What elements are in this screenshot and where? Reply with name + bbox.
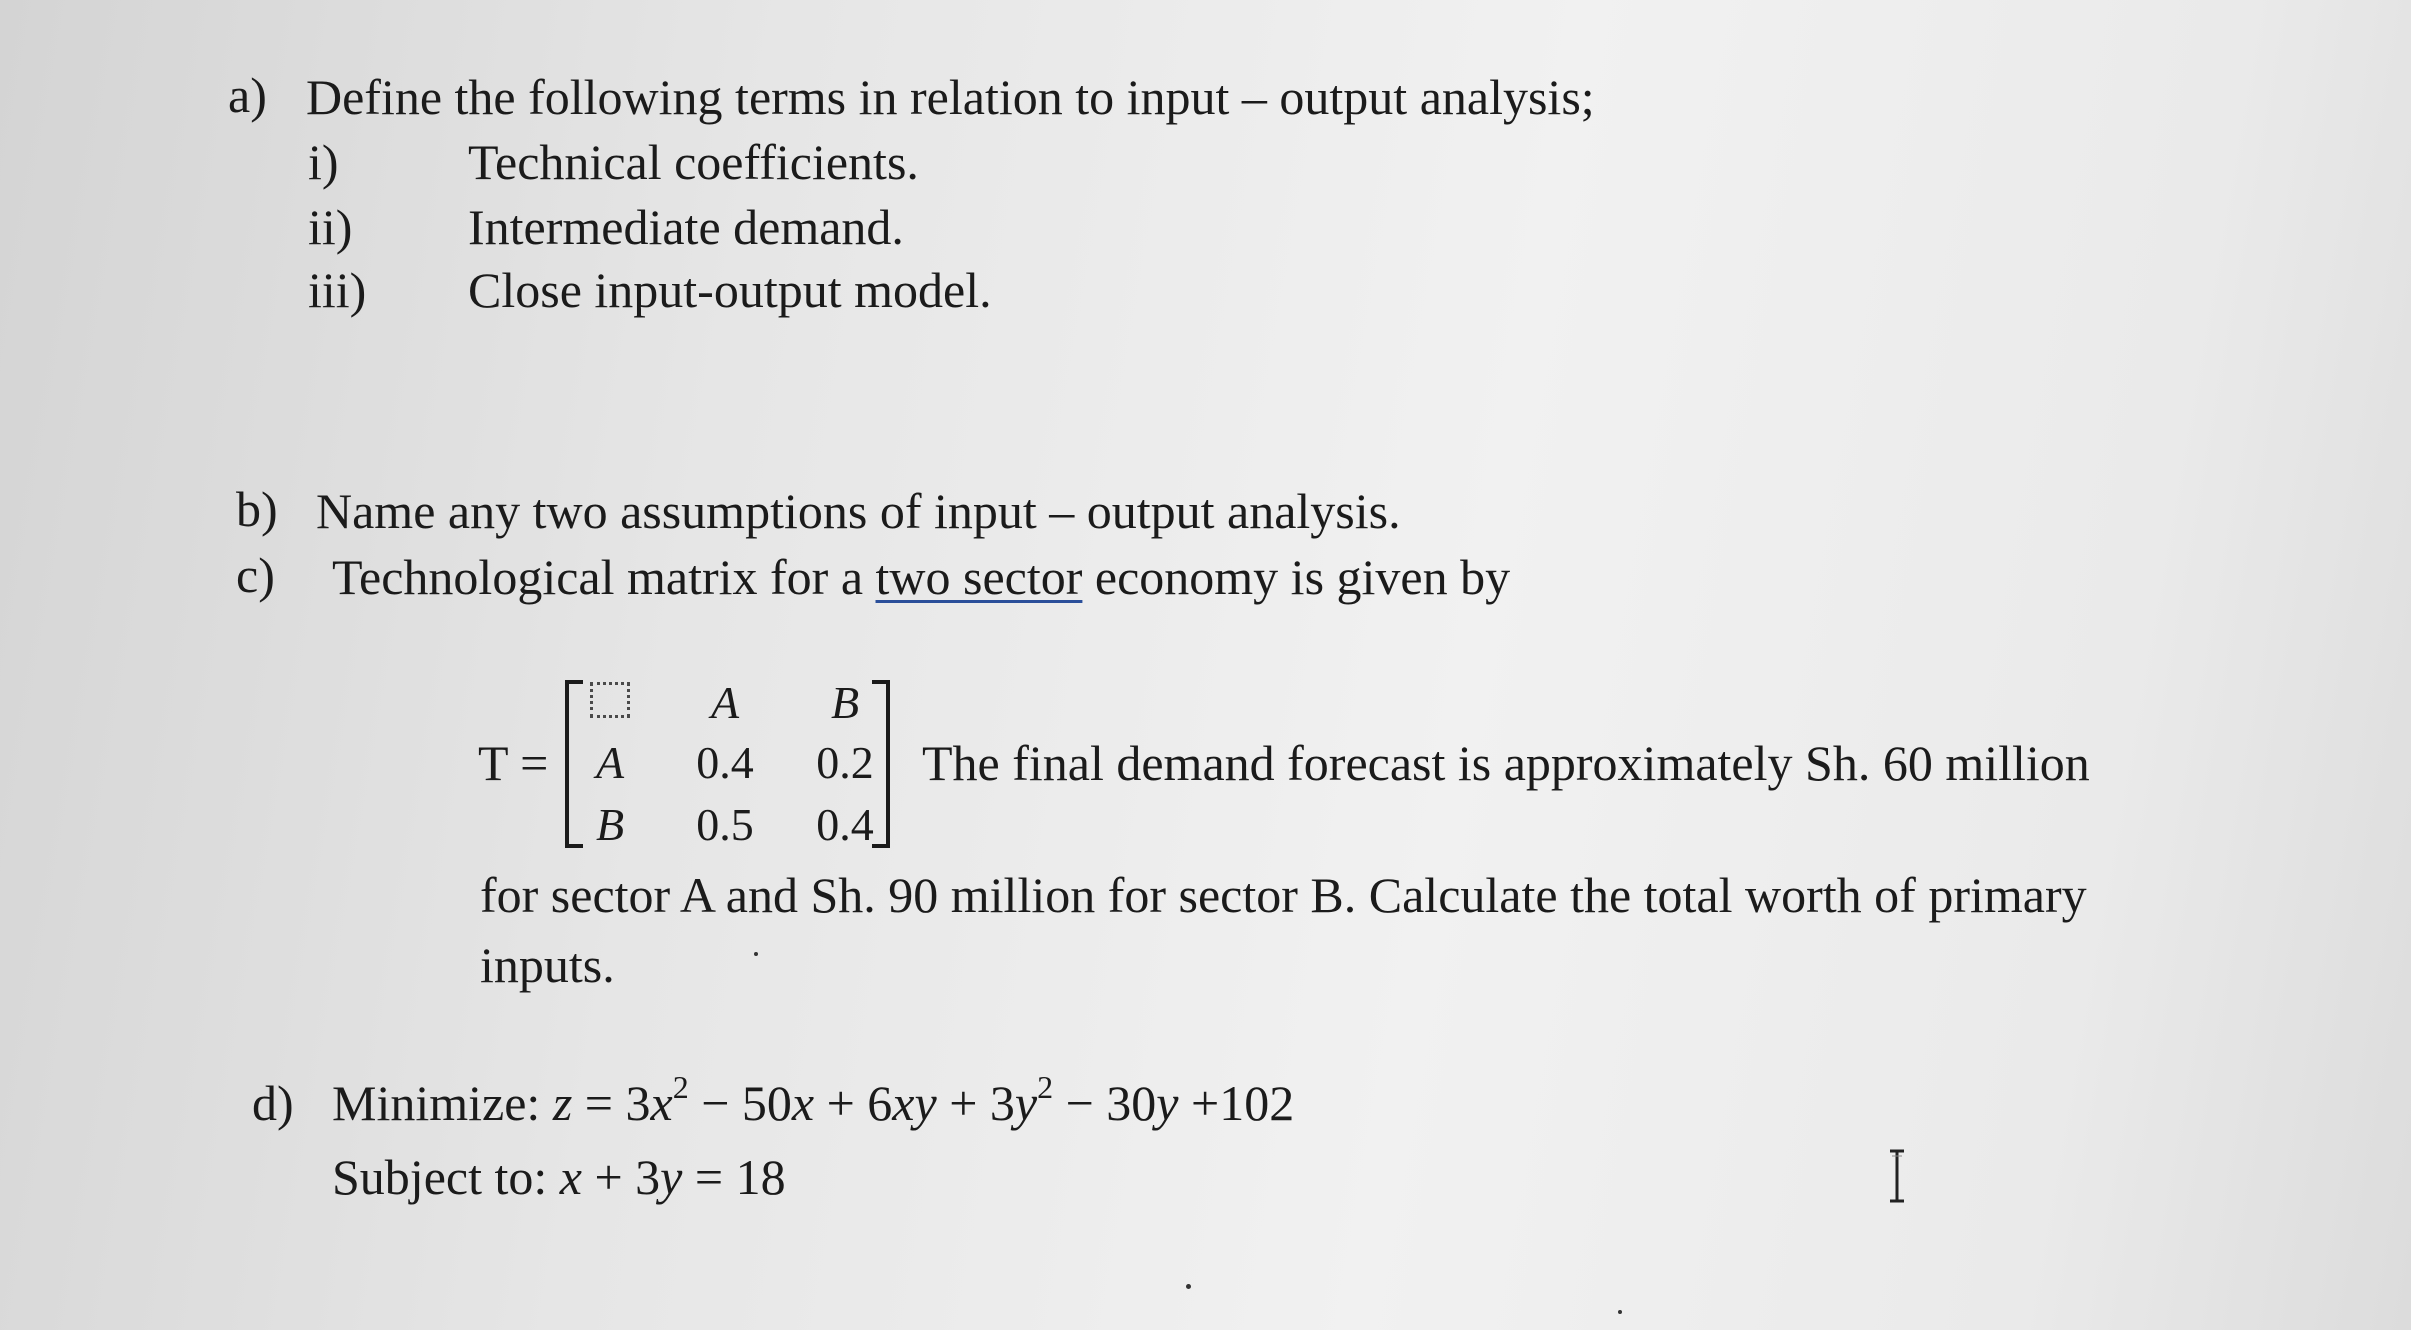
part-c-text-after: economy is given by [1082, 549, 1511, 605]
matrix-header-b: B [830, 677, 860, 728]
matrix-cell-aa: 0.4 [696, 737, 754, 788]
part-a-item-2-num: ii) [308, 199, 353, 255]
matrix-name: T = [478, 735, 549, 791]
part-d-label: d) [252, 1075, 294, 1131]
text-cursor-icon [1888, 1148, 1906, 1204]
empty-placeholder-box[interactable] [590, 682, 630, 718]
objective-function [332, 1069, 1295, 1131]
part-a-label: a) [228, 67, 267, 123]
objective-expression: $z = 3x^2 - 50x + 6xy + 3y^2 - 30y +102$ [552, 1069, 1295, 1131]
constraint [332, 1149, 786, 1205]
part-c-label: c) [236, 547, 275, 603]
speck [1186, 1284, 1191, 1289]
part-b-question: Name any two assumptions of input – output analysis. [316, 483, 1401, 539]
part-b-label: b) [236, 481, 278, 537]
final-demand-text: The final demand forecast is approximately Sh. 60 million [922, 735, 2090, 791]
matrix-cell-ab: 0.2 [816, 737, 874, 788]
part-a-item-1-num: i) [308, 134, 339, 190]
matrix-cell-bb: 0.4 [816, 799, 874, 850]
part-a-item-2-text: Intermediate demand. [468, 199, 904, 255]
part-c-text-before: Technological matrix for a [332, 549, 876, 605]
speck [1618, 1310, 1622, 1314]
part-c-line-2: for sector A and Sh. 90 million for sector B. Calculate the total worth of primary [480, 867, 2087, 923]
subject-to-label: Subject to: [332, 1149, 548, 1205]
matrix-row-b-label: B [595, 799, 625, 850]
matrix-cell-ba: 0.5 [696, 799, 754, 850]
constraint-expression: x + 3y = 18 [559, 1149, 786, 1205]
part-a-question: Define the following terms in relation to input – output analysis; [306, 69, 1595, 125]
part-a-item-3-num: iii) [308, 262, 367, 318]
minimize-label: Minimize: [332, 1075, 541, 1131]
matrix-header-a: A [710, 677, 740, 728]
matrix-row-a-label: A [595, 737, 625, 788]
part-c-line-3: inputs. [480, 937, 615, 993]
part-a-item-3-text: Close input-output model. [468, 262, 992, 318]
technology-matrix [565, 677, 890, 850]
speck [754, 952, 758, 956]
two-sector-link[interactable]: two sector [875, 549, 1083, 605]
part-c-question [332, 549, 1511, 605]
part-a-item-1-text: Technical coefficients. [468, 134, 919, 190]
